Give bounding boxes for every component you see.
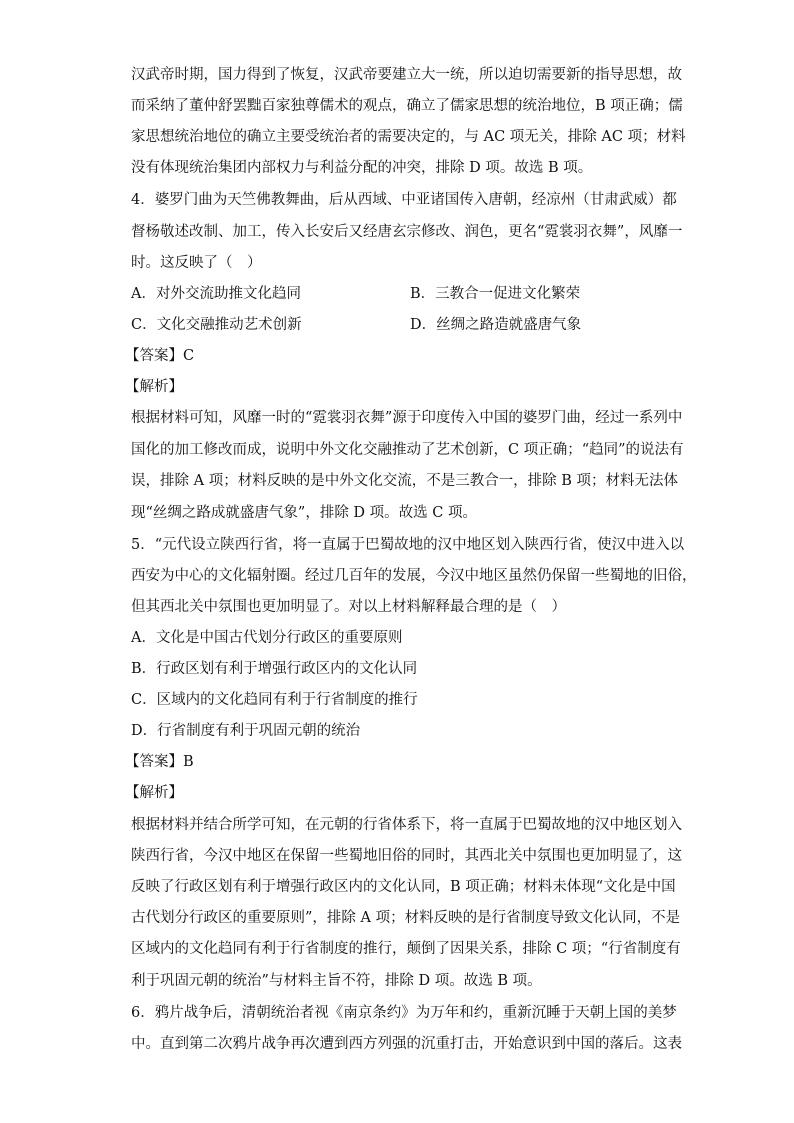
analysis-label: 【解析】 bbox=[125, 785, 183, 801]
question-stem: 5．“元代设立陕西行省，将一直属于巴蜀故地的汉中地区划入陕西行省，使汉中进入以 bbox=[131, 537, 685, 553]
analysis-line: 根据材料可知，风靡一时的“霓裳羽衣舞”源于印度传入中国的婆罗门曲，经过一系列中 bbox=[131, 410, 683, 426]
analysis-line: 反映了行政区划有利于增强行政区内的文化认同，B 项正确；材料未体现“文化是中国 bbox=[131, 879, 676, 895]
option-d: D．丝绸之路造就盛唐气象 bbox=[410, 317, 582, 333]
answer-label: 【答案】C bbox=[125, 348, 195, 364]
analysis-line: 根据材料并结合所学可知，在元朝的行省体系下，将一直属于巴蜀故地的汉中地区划入 bbox=[131, 817, 682, 833]
question-stem: 中。直到第二次鸦片战争再次遭到西方列强的沉重打击，开始意识到中国的落后。这表 bbox=[131, 1036, 682, 1052]
analysis-line: 陕西行省，今汉中地区在保留一些蜀地旧俗的同时，其西北关中氛围也更加明显了，这 bbox=[131, 848, 682, 864]
option-a: A．对外交流助推文化趋同 bbox=[131, 286, 301, 302]
analysis-line: 区域内的文化趋同有利于行省制度的推行，颠倒了因果关系，排除 C 项；“行省制度有 bbox=[131, 941, 681, 957]
option-a: A．文化是中国古代划分行政区的重要原则 bbox=[131, 630, 403, 646]
analysis-line: 现“丝绸之路成就盛唐气象”，排除 D 项。故选 C 项。 bbox=[131, 505, 477, 521]
text-line: 没有体现统治集团内部权力与利益分配的冲突，排除 D 项。故选 B 项。 bbox=[131, 160, 593, 176]
option-d: D．行省制度有利于巩固元朝的统治 bbox=[131, 723, 361, 739]
text-line: 汉武帝时期，国力得到了恢复，汉武帝要建立大一统，所以迫切需要新的指导思想，故 bbox=[131, 67, 682, 83]
question-stem: 但其西北关中氛围也更加明显了。对以上材料解释最合理的是（ ） bbox=[131, 599, 566, 615]
option-c: C．区域内的文化趋同有利于行省制度的推行 bbox=[131, 692, 418, 708]
analysis-line: 国化的加工修改而成，说明中外文化交融推动了艺术创新，C 项正确；“趋同”的说法有 bbox=[131, 442, 684, 458]
question-stem: 4．婆罗门曲为天竺佛教舞曲，后从西域、中亚诸国传入唐朝，经凉州（甘肃武威）都 bbox=[131, 192, 677, 208]
analysis-label: 【解析】 bbox=[125, 379, 183, 395]
question-stem: 西安为中心的文化辐射圈。经过几百年的发展，今汉中地区虽然仍保留一些蜀地的旧俗， bbox=[131, 568, 697, 584]
option-c: C．文化交融推动艺术创新 bbox=[131, 317, 302, 333]
answer-label: 【答案】B bbox=[125, 754, 194, 770]
analysis-line: 古代划分行政区的重要原则”，排除 A 项；材料反映的是行省制度导致文化认同，不是 bbox=[131, 910, 681, 926]
question-stem: 时。这反映了（ ） bbox=[131, 255, 262, 271]
question-stem: 6．鸦片战争后，清朝统治者视《南京条约》为万年和约，重新沉睡于天朝上国的美梦 bbox=[131, 1005, 677, 1021]
option-b: B．三教合一促进文化繁荣 bbox=[410, 286, 581, 302]
text-line: 家思想统治地位的确立主要受统治者的需要决定的，与 AC 项无关，排除 AC 项；材料 bbox=[131, 129, 686, 145]
analysis-line: 利于巩固元朝的统治”与材料主旨不符，排除 D 项。故选 B 项。 bbox=[131, 973, 542, 989]
option-b: B．行政区划有利于增强行政区内的文化认同 bbox=[131, 661, 418, 677]
question-stem: 督杨敬述改制、加工，传入长安后又经唐玄宗修改、润色，更名“霓裳羽衣舞”，风靡一 bbox=[131, 224, 683, 240]
analysis-line: 误，排除 A 项；材料反映的是中外文化交流，不是三教合一，排除 B 项；材料无法体 bbox=[131, 473, 679, 489]
text-line: 而采纳了董仲舒罢黜百家独尊儒术的观点，确立了儒家思想的统治地位，B 项正确；儒 bbox=[131, 98, 683, 114]
